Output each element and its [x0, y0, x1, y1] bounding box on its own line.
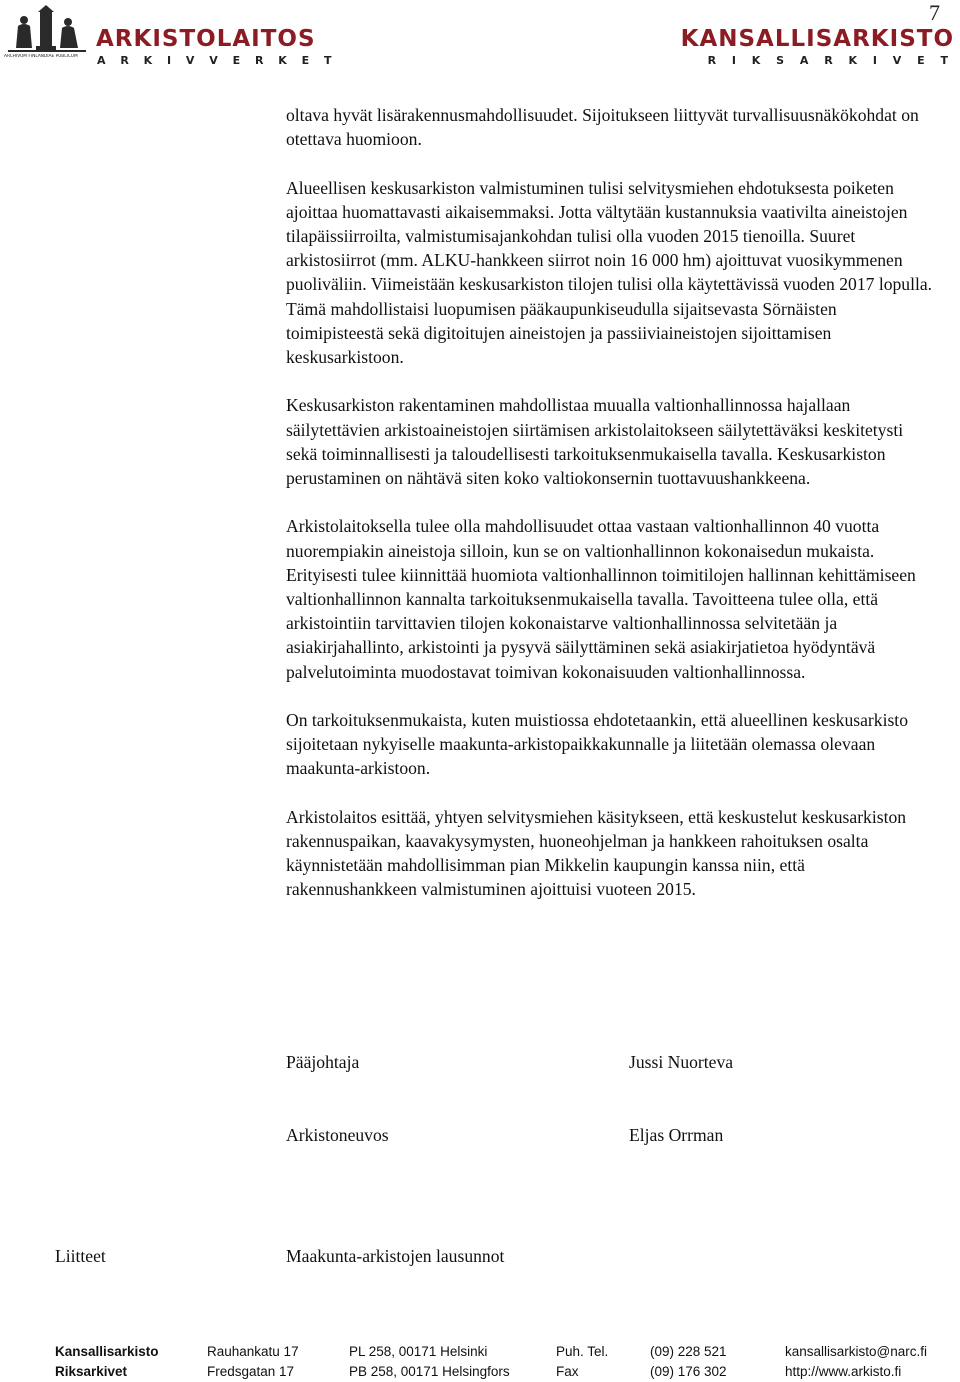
footer-phone-label: Puh. Tel. — [556, 1344, 609, 1359]
attachments-label: Liitteet — [55, 1246, 106, 1266]
arkivverket-name: A R K I V V E R K E T — [97, 54, 337, 67]
kansallisarkisto-logo — [680, 4, 954, 67]
footer-row — [55, 1362, 945, 1382]
paragraph: On tarkoituksenmukaista, kuten muistiossa ehdotetaankin, että alueellinen keskusarkisto sijoitetaan nykyiselle maakunta-arkistopaikkakunnalle ja liitetään olemassa olevaan maakunta-arkistoon. — [286, 710, 908, 779]
signatory-role: Pääjohtaja — [286, 1052, 360, 1072]
footer-org: Riksarkivet — [55, 1364, 128, 1379]
signatory-role: Arkistoneuvos — [286, 1125, 389, 1145]
paragraph: Keskusarkiston rakentaminen mahdollistaa muualla valtionhallinnossa hajallaan säilytettävien arkistoaineistojen siirtämisen arkistolaitokseen säilytettäväksi keskitetysti sekä toiminnallisesti ja taloudellisesti tarkoituksenmukaisella tavalla. Keskusarkiston perustaminen on nähtävä siten koko valtiokonsernin tuottavuushankkeena. — [286, 395, 904, 489]
paragraph: Arkistolaitoksella tulee olla mahdollisuudet ottaa vastaan valtionhallinnon 40 vuotta nuorempiakin aineistoja silloin, kun se on valtionhallinnon kokonaisedun mukaista. Erityisesti tulee kiinnittää huomiota valtionhallinnon toimitilojen hallinnan kehittämiseen valtionhallinnon kannalta tarkoituksenmukaisella tavalla. Tavoitteena tulee olla, että arkistointiin tarvittavien tilojen kokonaistarve valtionhallinnossa selvitetään ja asiakirjahallinto, arkistointi ja pysyvä säilyttäminen sekä asiakirjatietoa hyödyntävä palvelutoiminta muodostavat toimivan kokonaisuuden valtionhallinnossa. — [286, 516, 916, 682]
attachments-value: Maakunta-arkistojen lausunnot — [286, 1246, 505, 1266]
footer-email[interactable]: kansallisarkisto@narc.fi — [785, 1344, 928, 1359]
footer-fax: (09) 176 302 — [650, 1364, 727, 1379]
arkistolaitos-logo — [4, 4, 337, 67]
kansallisarkisto-name: KANSALLISARKISTO — [680, 26, 954, 52]
signatory-name: Jussi Nuorteva — [629, 1052, 734, 1072]
footer-fax-label: Fax — [556, 1364, 579, 1379]
footer-row — [55, 1342, 945, 1362]
page-footer — [55, 1342, 945, 1382]
signatory-name: Eljas Orrman — [629, 1125, 724, 1145]
paragraph: Alueellisen keskusarkiston valmistuminen tulisi selvitysmiehen ehdotuksesta poiketen ajoittaa huomattavasti aikaisemmaksi. Jotta vältytään kustannuksia vaativilta aineistojen tilapäissiirroilta, valmistumisajankohdan tulisi olla vuoden 2015 tienoilla. Suuret arkistosiirrot (mm. ALKU-hankkeen siirrot noin 16 000 hm) ajoittuvat vuosikymmenen puoliväliin. Viimeistään keskusarkiston tilojen tulisi olla käytettävissä vuoden 2017 lopulla. Tämä mahdollistaisi luopumisen pääkaupunkiseudulla sijaitsevasta Sörnäisten toimipisteestä sekä digitoitujen aineistojen ja passiiviaineistojen sijoittamisen keskusarkistoon. — [286, 177, 933, 368]
footer-po-box: PB 258, 00171 Helsingfors — [349, 1364, 510, 1379]
footer-org: Kansallisarkisto — [55, 1344, 159, 1359]
footer-po-box: PL 258, 00171 Helsinki — [349, 1344, 488, 1359]
paragraph: Arkistolaitos esittää, yhtyen selvitysmiehen käsitykseen, että keskustelut keskusarkiston rakennuspaikan, kaavakysymysten, huoneohjelman ja hankkeen rahoituksen osalta käynnistetään mahdollisimman pian Mikkelin kaupungin kanssa niin, että rakennushankkeen valmistuminen ajoittuisi vuoteen 2015. — [286, 806, 907, 900]
footer-phone: (09) 228 521 — [650, 1344, 727, 1359]
emblem-caption: ARCHIVUM FINLANDIAE PUBLICUM — [4, 54, 78, 59]
arkistolaitos-name: ARKISTOLAITOS — [96, 26, 316, 52]
riksarkivet-name: R I K S A R K I V E T — [707, 54, 954, 67]
page-number: 7 — [929, 0, 940, 25]
letter-body — [286, 103, 938, 926]
footer-street: Rauhankatu 17 — [207, 1344, 299, 1359]
footer-street: Fredsgatan 17 — [207, 1364, 295, 1379]
paragraph: oltava hyvät lisärakennusmahdollisuudet. Sijoitukseen liittyvät turvallisuusnäkökohdat on otettava huomioon. — [286, 105, 919, 150]
footer-website-link[interactable]: http://www.arkisto.fi — [785, 1364, 902, 1379]
